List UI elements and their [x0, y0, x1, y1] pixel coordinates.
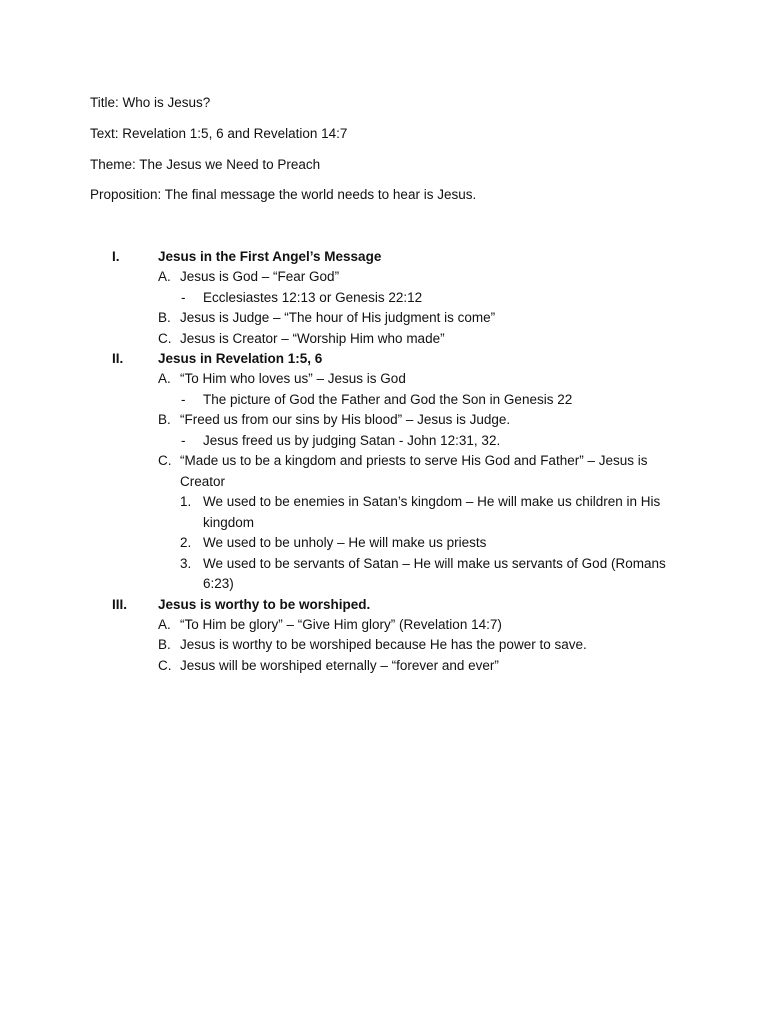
- item-text: Jesus is God – “Fear God”: [180, 269, 340, 284]
- item-text: Jesus is worthy to be worshiped because He has the power to save.: [180, 637, 587, 652]
- subitem-marker: 1.: [180, 494, 192, 509]
- subitem-text: We used to be servants of Satan – He will make us servants of God (Romans: [203, 556, 666, 571]
- item-marker: B.: [158, 637, 171, 652]
- section-marker: I.: [112, 249, 120, 264]
- section-heading: Jesus in the First Angel’s Message: [158, 249, 382, 264]
- section-heading: Jesus is worthy to be worshiped.: [158, 597, 371, 612]
- subitem-text: We used to be unholy – He will make us priests: [203, 535, 487, 550]
- item-text: Jesus will be worshiped eternally – “forever and ever”: [180, 658, 499, 673]
- proposition-line: Proposition: The final message the world needs to hear is Jesus.: [90, 187, 477, 202]
- item-text: “Made us to be a kingdom and priests to serve His God and Father” – Jesus is: [180, 453, 648, 468]
- subitem-text: The picture of God the Father and God the Son in Genesis 22: [203, 392, 573, 407]
- title-line: Title: Who is Jesus?: [90, 95, 211, 110]
- item-text: Jesus is Creator – “Worship Him who made”: [180, 331, 445, 346]
- subitem-text: kingdom: [203, 515, 255, 530]
- item-marker: C.: [158, 453, 172, 468]
- item-text: Creator: [180, 474, 226, 489]
- item-marker: B.: [158, 412, 171, 427]
- item-marker: C.: [158, 658, 172, 673]
- item-text: Jesus is Judge – “The hour of His judgment is come”: [180, 310, 496, 325]
- item-text: “Freed us from our sins by His blood” – Jesus is Judge.: [180, 412, 511, 427]
- item-marker: A.: [158, 371, 171, 386]
- section-marker: III.: [112, 597, 128, 612]
- section-marker: II.: [112, 351, 124, 366]
- subitem-text: Jesus freed us by judging Satan - John 12:31, 32.: [203, 433, 501, 448]
- subitem-text: Ecclesiastes 12:13 or Genesis 22:12: [203, 290, 423, 305]
- subitem-marker: -: [181, 290, 186, 305]
- item-marker: A.: [158, 617, 171, 632]
- theme-line: Theme: The Jesus we Need to Preach: [90, 157, 321, 172]
- text-line: Text: Revelation 1:5, 6 and Revelation 14:7: [90, 126, 348, 141]
- subitem-marker: -: [181, 433, 186, 448]
- item-marker: C.: [158, 331, 172, 346]
- item-marker: A.: [158, 269, 171, 284]
- item-marker: B.: [158, 310, 171, 325]
- subitem-marker: 2.: [180, 535, 192, 550]
- subitem-text: 6:23): [203, 576, 234, 591]
- subitem-text: We used to be enemies in Satan’s kingdom – He will make us children in His: [203, 494, 661, 509]
- item-text: “To Him who loves us” – Jesus is God: [180, 371, 406, 386]
- item-text: “To Him be glory” – “Give Him glory” (Revelation 14:7): [180, 617, 502, 632]
- subitem-marker: -: [181, 392, 186, 407]
- subitem-marker: 3.: [180, 556, 192, 571]
- section-heading: Jesus in Revelation 1:5, 6: [158, 351, 323, 366]
